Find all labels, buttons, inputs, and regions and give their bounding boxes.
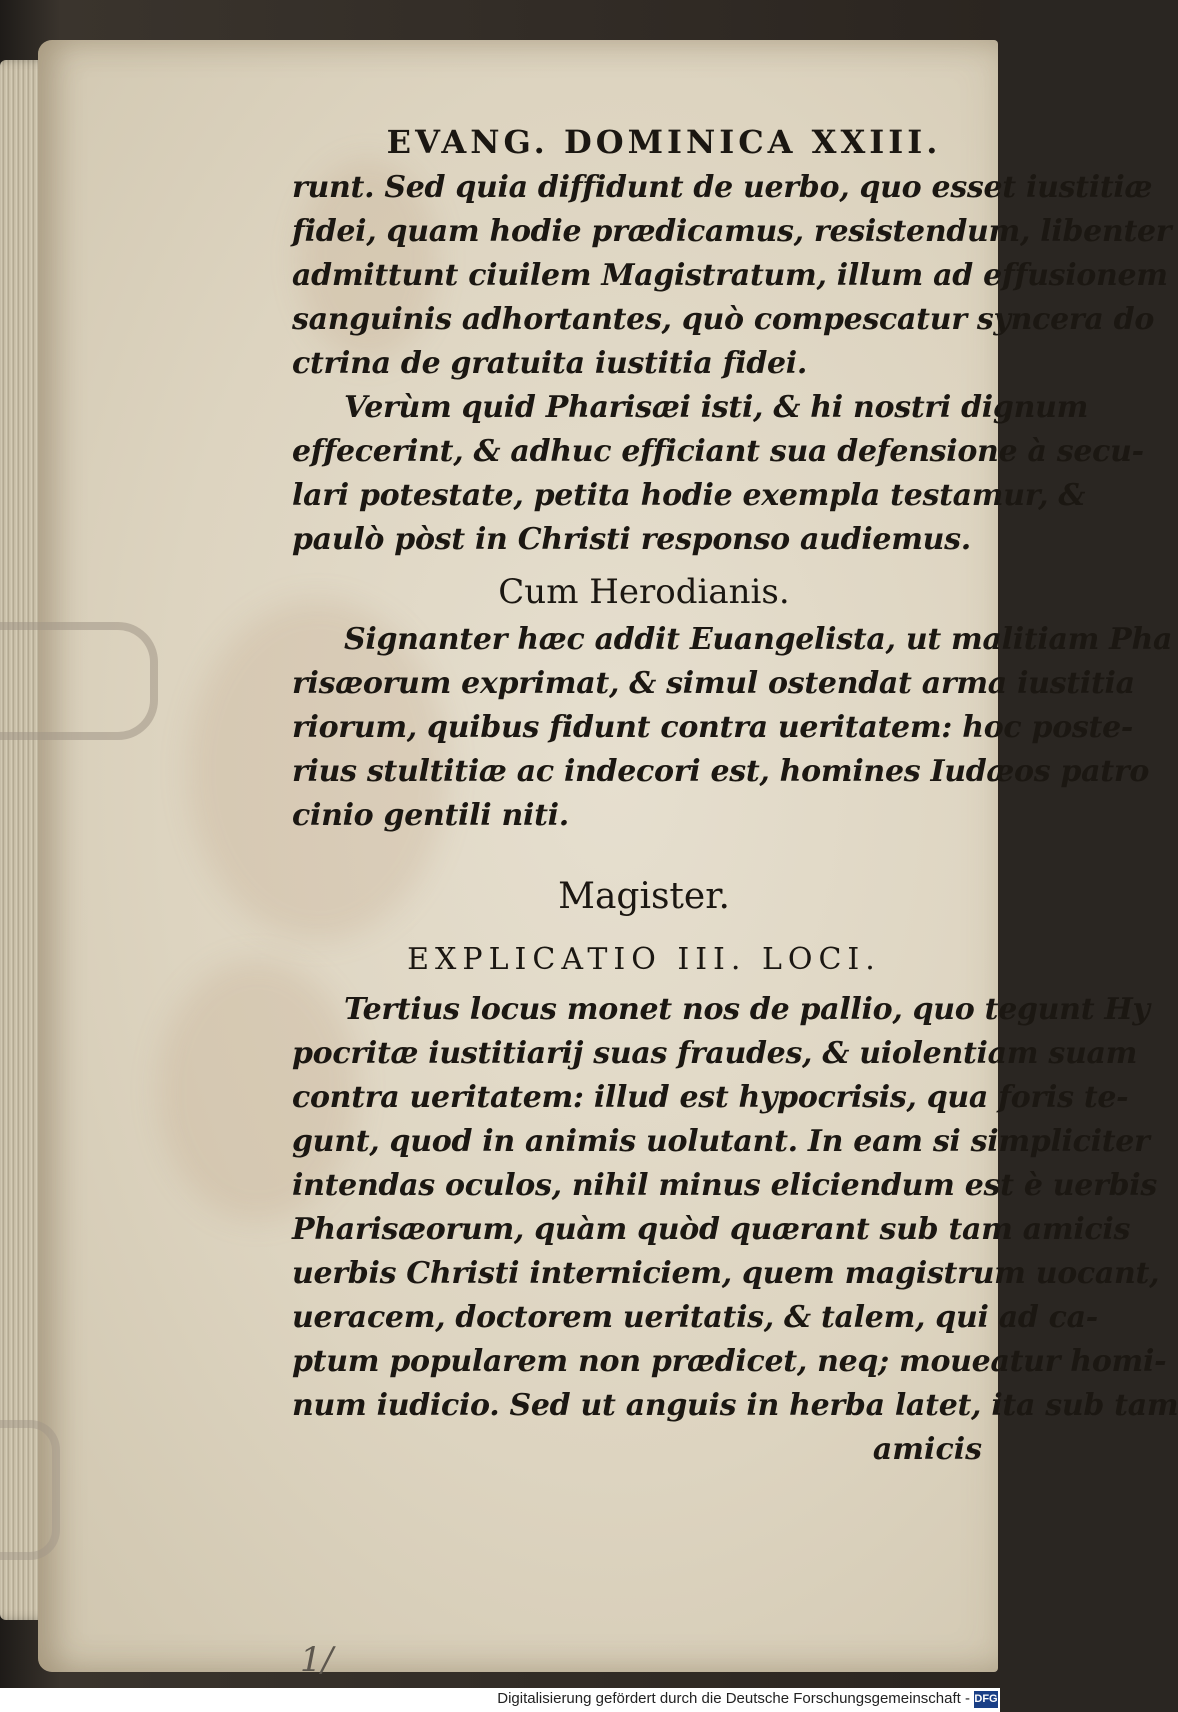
text-line: contra ueritatem: illud est hypocrisis, qua foris te- (292, 1080, 1129, 1115)
text-line: pocritæ iustitiarij suas fraudes, & uiolentiam suam (292, 1036, 1138, 1071)
text-line: lari potestate, petita hodie exempla testamur, & (292, 478, 1086, 513)
footer-credit: Digitalisierung gefördert durch die Deutsche Forschungsgemeinschaft - (497, 1690, 970, 1707)
section-heading: Magister. (558, 876, 730, 917)
text-line: gunt, quod in animis uolutant. In eam si simpliciter (292, 1124, 1150, 1159)
text-line: riorum, quibus fidunt contra ueritatem: hoc poste- (292, 710, 1134, 745)
text-line: paulò pòst in Christi responso audiemus. (292, 522, 971, 557)
text-line: Verùm quid Pharisæi isti, & hi nostri dignum (344, 390, 1089, 425)
catchword: amicis (872, 1432, 982, 1467)
text-line: intendas oculos, nihil minus eliciendum est è uerbis (292, 1168, 1157, 1203)
text-line: effecerint, & adhuc efficiant sua defensione à secu- (292, 434, 1144, 469)
text-line: cinio gentili niti. (292, 798, 569, 833)
text-line: ctrina de gratuita iustitia fidei. (292, 346, 808, 381)
text-line: admittunt ciuilem Magistratum, illum ad effusionem (292, 258, 1168, 293)
page-text (292, 118, 1178, 1472)
dfg-logo-icon[interactable]: DFG (974, 1691, 998, 1708)
text-line: ptum popularem non prædicet, neq; moueatur homi- (292, 1344, 1167, 1379)
text-line: runt. Sed quia diffidunt de uerbo, quo esset iustitiæ (292, 170, 1153, 205)
text-line: num iudicio. Sed ut anguis in herba latet, ita sub tam (292, 1388, 1178, 1423)
text-line: sanguinis adhortantes, quò compescatur syncera do (292, 302, 1155, 337)
running-head: EVANG. DOMINICA XXIII. (386, 123, 942, 161)
text-line: risæorum exprimat, & simul ostendat arma iustitia (292, 666, 1135, 701)
text-line: Pharisæorum, quàm quòd quærant sub tam amicis (292, 1212, 1131, 1247)
text-line: fidei, quam hodie prædicamus, resistendum, libenter (292, 214, 1172, 249)
page-clip (0, 622, 158, 740)
text-line: Tertius locus monet nos de pallio, quo tegunt Hy (344, 992, 1150, 1027)
handwritten-mark: 1/ (300, 1640, 334, 1680)
text-line: Signanter hæc addit Euangelista, ut malitiam Pha (344, 622, 1173, 657)
section-heading: EXPLICATIO III. LOCI. (407, 942, 881, 977)
text-line: uerbis Christi interniciem, quem magistrum uocant, (292, 1256, 1160, 1291)
text-line: ueracem, doctorem ueritatis, & talem, qui ad ca- (292, 1300, 1098, 1335)
text-line: rius stultitiæ ac indecori est, homines Iudæos patro (292, 754, 1150, 789)
section-heading: Cum Herodianis. (498, 572, 790, 612)
paragraph-1 (292, 166, 1172, 562)
paragraph-3 (292, 988, 1178, 1428)
paragraph-2 (292, 618, 1173, 838)
footer-bar (0, 1688, 1000, 1712)
page-clip (0, 1420, 60, 1560)
